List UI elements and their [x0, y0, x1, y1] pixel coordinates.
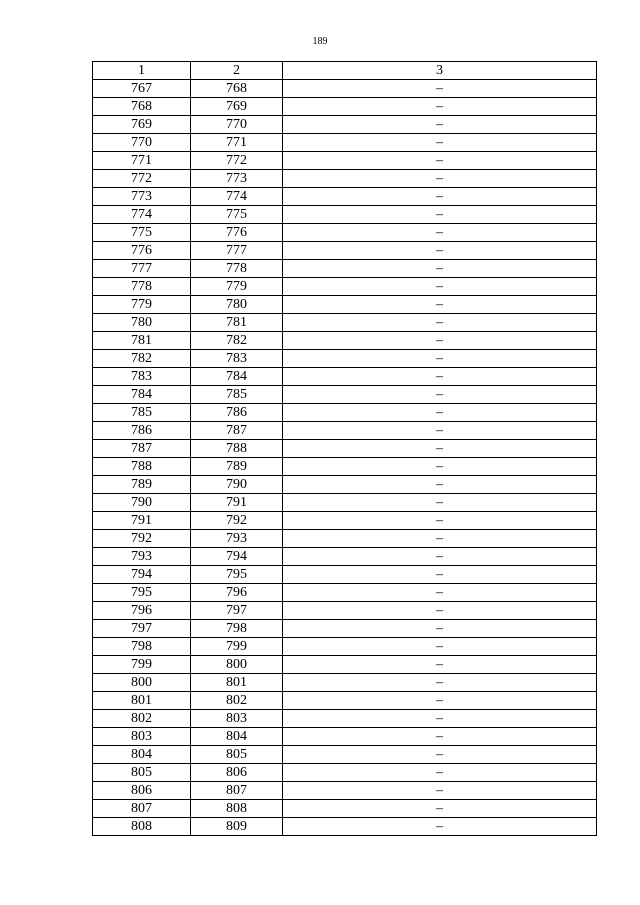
table-row — [93, 134, 597, 152]
table-row — [93, 656, 597, 674]
table-row — [93, 278, 597, 296]
table-cell-col-1: 783 — [93, 368, 191, 386]
table-row — [93, 152, 597, 170]
table-row — [93, 494, 597, 512]
page-number: 189 — [312, 36, 328, 47]
table-cell-col-1: 786 — [93, 422, 191, 440]
table-cell-col-3: – — [283, 188, 597, 206]
data-table — [92, 61, 597, 836]
table-cell-col-3: – — [283, 206, 597, 224]
table-cell-col-1: 768 — [93, 98, 191, 116]
table-cell-col-1: 801 — [93, 692, 191, 710]
table-cell-col-3: – — [283, 710, 597, 728]
table-row — [93, 116, 597, 134]
table-cell-col-2: 785 — [191, 386, 283, 404]
table-cell-col-3: – — [283, 548, 597, 566]
table-cell-col-1: 795 — [93, 584, 191, 602]
table-row — [93, 692, 597, 710]
table-row — [93, 728, 597, 746]
table-row — [93, 512, 597, 530]
table-cell-col-1: 793 — [93, 548, 191, 566]
table-cell-col-1: 807 — [93, 800, 191, 818]
table-row — [93, 350, 597, 368]
table-cell-col-3: – — [283, 746, 597, 764]
table-cell-col-1: 778 — [93, 278, 191, 296]
table-cell-col-3: – — [283, 404, 597, 422]
table-cell-col-3: – — [283, 620, 597, 638]
table-cell-col-1: 781 — [93, 332, 191, 350]
table-cell-col-2: 807 — [191, 782, 283, 800]
table-row — [93, 332, 597, 350]
table-cell-col-3: – — [283, 134, 597, 152]
column-header: 3 — [283, 62, 597, 80]
table-cell-col-2: 784 — [191, 368, 283, 386]
table-row — [93, 404, 597, 422]
table-cell-col-2: 773 — [191, 170, 283, 188]
table-cell-col-2: 809 — [191, 818, 283, 836]
table-cell-col-3: – — [283, 332, 597, 350]
table-row — [93, 170, 597, 188]
table-cell-col-3: – — [283, 764, 597, 782]
table-cell-col-2: 786 — [191, 404, 283, 422]
table-cell-col-2: 770 — [191, 116, 283, 134]
table-cell-col-3: – — [283, 818, 597, 836]
table-row — [93, 584, 597, 602]
table-cell-col-2: 801 — [191, 674, 283, 692]
table-cell-col-1: 771 — [93, 152, 191, 170]
table-cell-col-3: – — [283, 98, 597, 116]
table-cell-col-1: 772 — [93, 170, 191, 188]
table-cell-col-2: 798 — [191, 620, 283, 638]
table-row — [93, 242, 597, 260]
table-row — [93, 440, 597, 458]
table-cell-col-3: – — [283, 476, 597, 494]
table-row — [93, 368, 597, 386]
table-cell-col-2: 793 — [191, 530, 283, 548]
table-cell-col-1: 775 — [93, 224, 191, 242]
table-cell-col-1: 804 — [93, 746, 191, 764]
table-cell-col-2: 796 — [191, 584, 283, 602]
table-row — [93, 314, 597, 332]
table-row — [93, 566, 597, 584]
table-cell-col-3: – — [283, 350, 597, 368]
table-cell-col-3: – — [283, 656, 597, 674]
table-cell-col-3: – — [283, 566, 597, 584]
table-cell-col-2: 806 — [191, 764, 283, 782]
table-cell-col-3: – — [283, 512, 597, 530]
table-cell-col-3: – — [283, 422, 597, 440]
table-cell-col-2: 800 — [191, 656, 283, 674]
table-row — [93, 818, 597, 836]
table-cell-col-2: 774 — [191, 188, 283, 206]
table-row — [93, 764, 597, 782]
table-row — [93, 620, 597, 638]
table-cell-col-2: 808 — [191, 800, 283, 818]
table-cell-col-2: 804 — [191, 728, 283, 746]
table-row — [93, 260, 597, 278]
table-row — [93, 548, 597, 566]
table-cell-col-3: – — [283, 386, 597, 404]
table-cell-col-1: 774 — [93, 206, 191, 224]
table-cell-col-2: 778 — [191, 260, 283, 278]
table-cell-col-3: – — [283, 80, 597, 98]
table-cell-col-2: 792 — [191, 512, 283, 530]
table-cell-col-2: 776 — [191, 224, 283, 242]
table-row — [93, 224, 597, 242]
table-cell-col-3: – — [283, 728, 597, 746]
table-cell-col-3: – — [283, 242, 597, 260]
table-cell-col-1: 806 — [93, 782, 191, 800]
table-row — [93, 80, 597, 98]
table-cell-col-2: 787 — [191, 422, 283, 440]
table-cell-col-1: 800 — [93, 674, 191, 692]
table-cell-col-3: – — [283, 314, 597, 332]
table-cell-col-1: 769 — [93, 116, 191, 134]
table-cell-col-1: 773 — [93, 188, 191, 206]
table-cell-col-3: – — [283, 782, 597, 800]
table-cell-col-3: – — [283, 116, 597, 134]
table-cell-col-2: 783 — [191, 350, 283, 368]
table-cell-col-2: 797 — [191, 602, 283, 620]
table-cell-col-3: – — [283, 458, 597, 476]
table-cell-col-2: 805 — [191, 746, 283, 764]
table-cell-col-1: 785 — [93, 404, 191, 422]
table-cell-col-1: 767 — [93, 80, 191, 98]
table-cell-col-2: 790 — [191, 476, 283, 494]
table-row — [93, 476, 597, 494]
table-cell-col-2: 779 — [191, 278, 283, 296]
table-cell-col-1: 787 — [93, 440, 191, 458]
table-cell-col-3: – — [283, 224, 597, 242]
table-cell-col-2: 768 — [191, 80, 283, 98]
table-cell-col-1: 803 — [93, 728, 191, 746]
table-cell-col-1: 782 — [93, 350, 191, 368]
table-cell-col-3: – — [283, 674, 597, 692]
column-header: 1 — [93, 62, 191, 80]
table-cell-col-3: – — [283, 278, 597, 296]
table-row — [93, 800, 597, 818]
table-cell-col-2: 771 — [191, 134, 283, 152]
table-cell-col-1: 779 — [93, 296, 191, 314]
table-row — [93, 98, 597, 116]
table-cell-col-2: 799 — [191, 638, 283, 656]
table-cell-col-3: – — [283, 260, 597, 278]
table-row — [93, 638, 597, 656]
table-cell-col-3: – — [283, 440, 597, 458]
table-body — [93, 80, 597, 836]
table-cell-col-2: 791 — [191, 494, 283, 512]
table-cell-col-1: 770 — [93, 134, 191, 152]
table-row — [93, 710, 597, 728]
table-cell-col-2: 782 — [191, 332, 283, 350]
table-cell-col-2: 795 — [191, 566, 283, 584]
table-cell-col-1: 784 — [93, 386, 191, 404]
table-cell-col-3: – — [283, 494, 597, 512]
table-cell-col-2: 802 — [191, 692, 283, 710]
table-cell-col-3: – — [283, 692, 597, 710]
table-row — [93, 188, 597, 206]
table-cell-col-1: 789 — [93, 476, 191, 494]
table-cell-col-3: – — [283, 296, 597, 314]
table-cell-col-3: – — [283, 368, 597, 386]
table-cell-col-1: 792 — [93, 530, 191, 548]
table-header — [93, 62, 597, 80]
header-row — [93, 62, 597, 80]
table-row — [93, 422, 597, 440]
table-cell-col-3: – — [283, 584, 597, 602]
table-cell-col-1: 794 — [93, 566, 191, 584]
table-cell-col-3: – — [283, 800, 597, 818]
table-row — [93, 296, 597, 314]
table-row — [93, 782, 597, 800]
table-cell-col-2: 803 — [191, 710, 283, 728]
table-cell-col-1: 777 — [93, 260, 191, 278]
table-row — [93, 386, 597, 404]
column-header: 2 — [191, 62, 283, 80]
table-cell-col-3: – — [283, 530, 597, 548]
table-row — [93, 458, 597, 476]
table-cell-col-1: 802 — [93, 710, 191, 728]
table-cell-col-3: – — [283, 638, 597, 656]
table-cell-col-1: 797 — [93, 620, 191, 638]
table-cell-col-2: 772 — [191, 152, 283, 170]
table-row — [93, 746, 597, 764]
table-cell-col-1: 808 — [93, 818, 191, 836]
table-cell-col-1: 788 — [93, 458, 191, 476]
table-cell-col-2: 777 — [191, 242, 283, 260]
table-cell-col-1: 799 — [93, 656, 191, 674]
table-cell-col-2: 789 — [191, 458, 283, 476]
table-cell-col-1: 798 — [93, 638, 191, 656]
table-cell-col-2: 788 — [191, 440, 283, 458]
table-cell-col-2: 769 — [191, 98, 283, 116]
table-cell-col-2: 775 — [191, 206, 283, 224]
table-cell-col-2: 781 — [191, 314, 283, 332]
table-cell-col-1: 776 — [93, 242, 191, 260]
table-cell-col-1: 796 — [93, 602, 191, 620]
table-cell-col-1: 790 — [93, 494, 191, 512]
table-row — [93, 602, 597, 620]
table-cell-col-2: 780 — [191, 296, 283, 314]
table-row — [93, 530, 597, 548]
table-cell-col-3: – — [283, 170, 597, 188]
table-cell-col-1: 805 — [93, 764, 191, 782]
table-cell-col-1: 791 — [93, 512, 191, 530]
table-row — [93, 674, 597, 692]
table-cell-col-2: 794 — [191, 548, 283, 566]
table-row — [93, 206, 597, 224]
table-cell-col-1: 780 — [93, 314, 191, 332]
table-cell-col-3: – — [283, 152, 597, 170]
table-cell-col-3: – — [283, 602, 597, 620]
